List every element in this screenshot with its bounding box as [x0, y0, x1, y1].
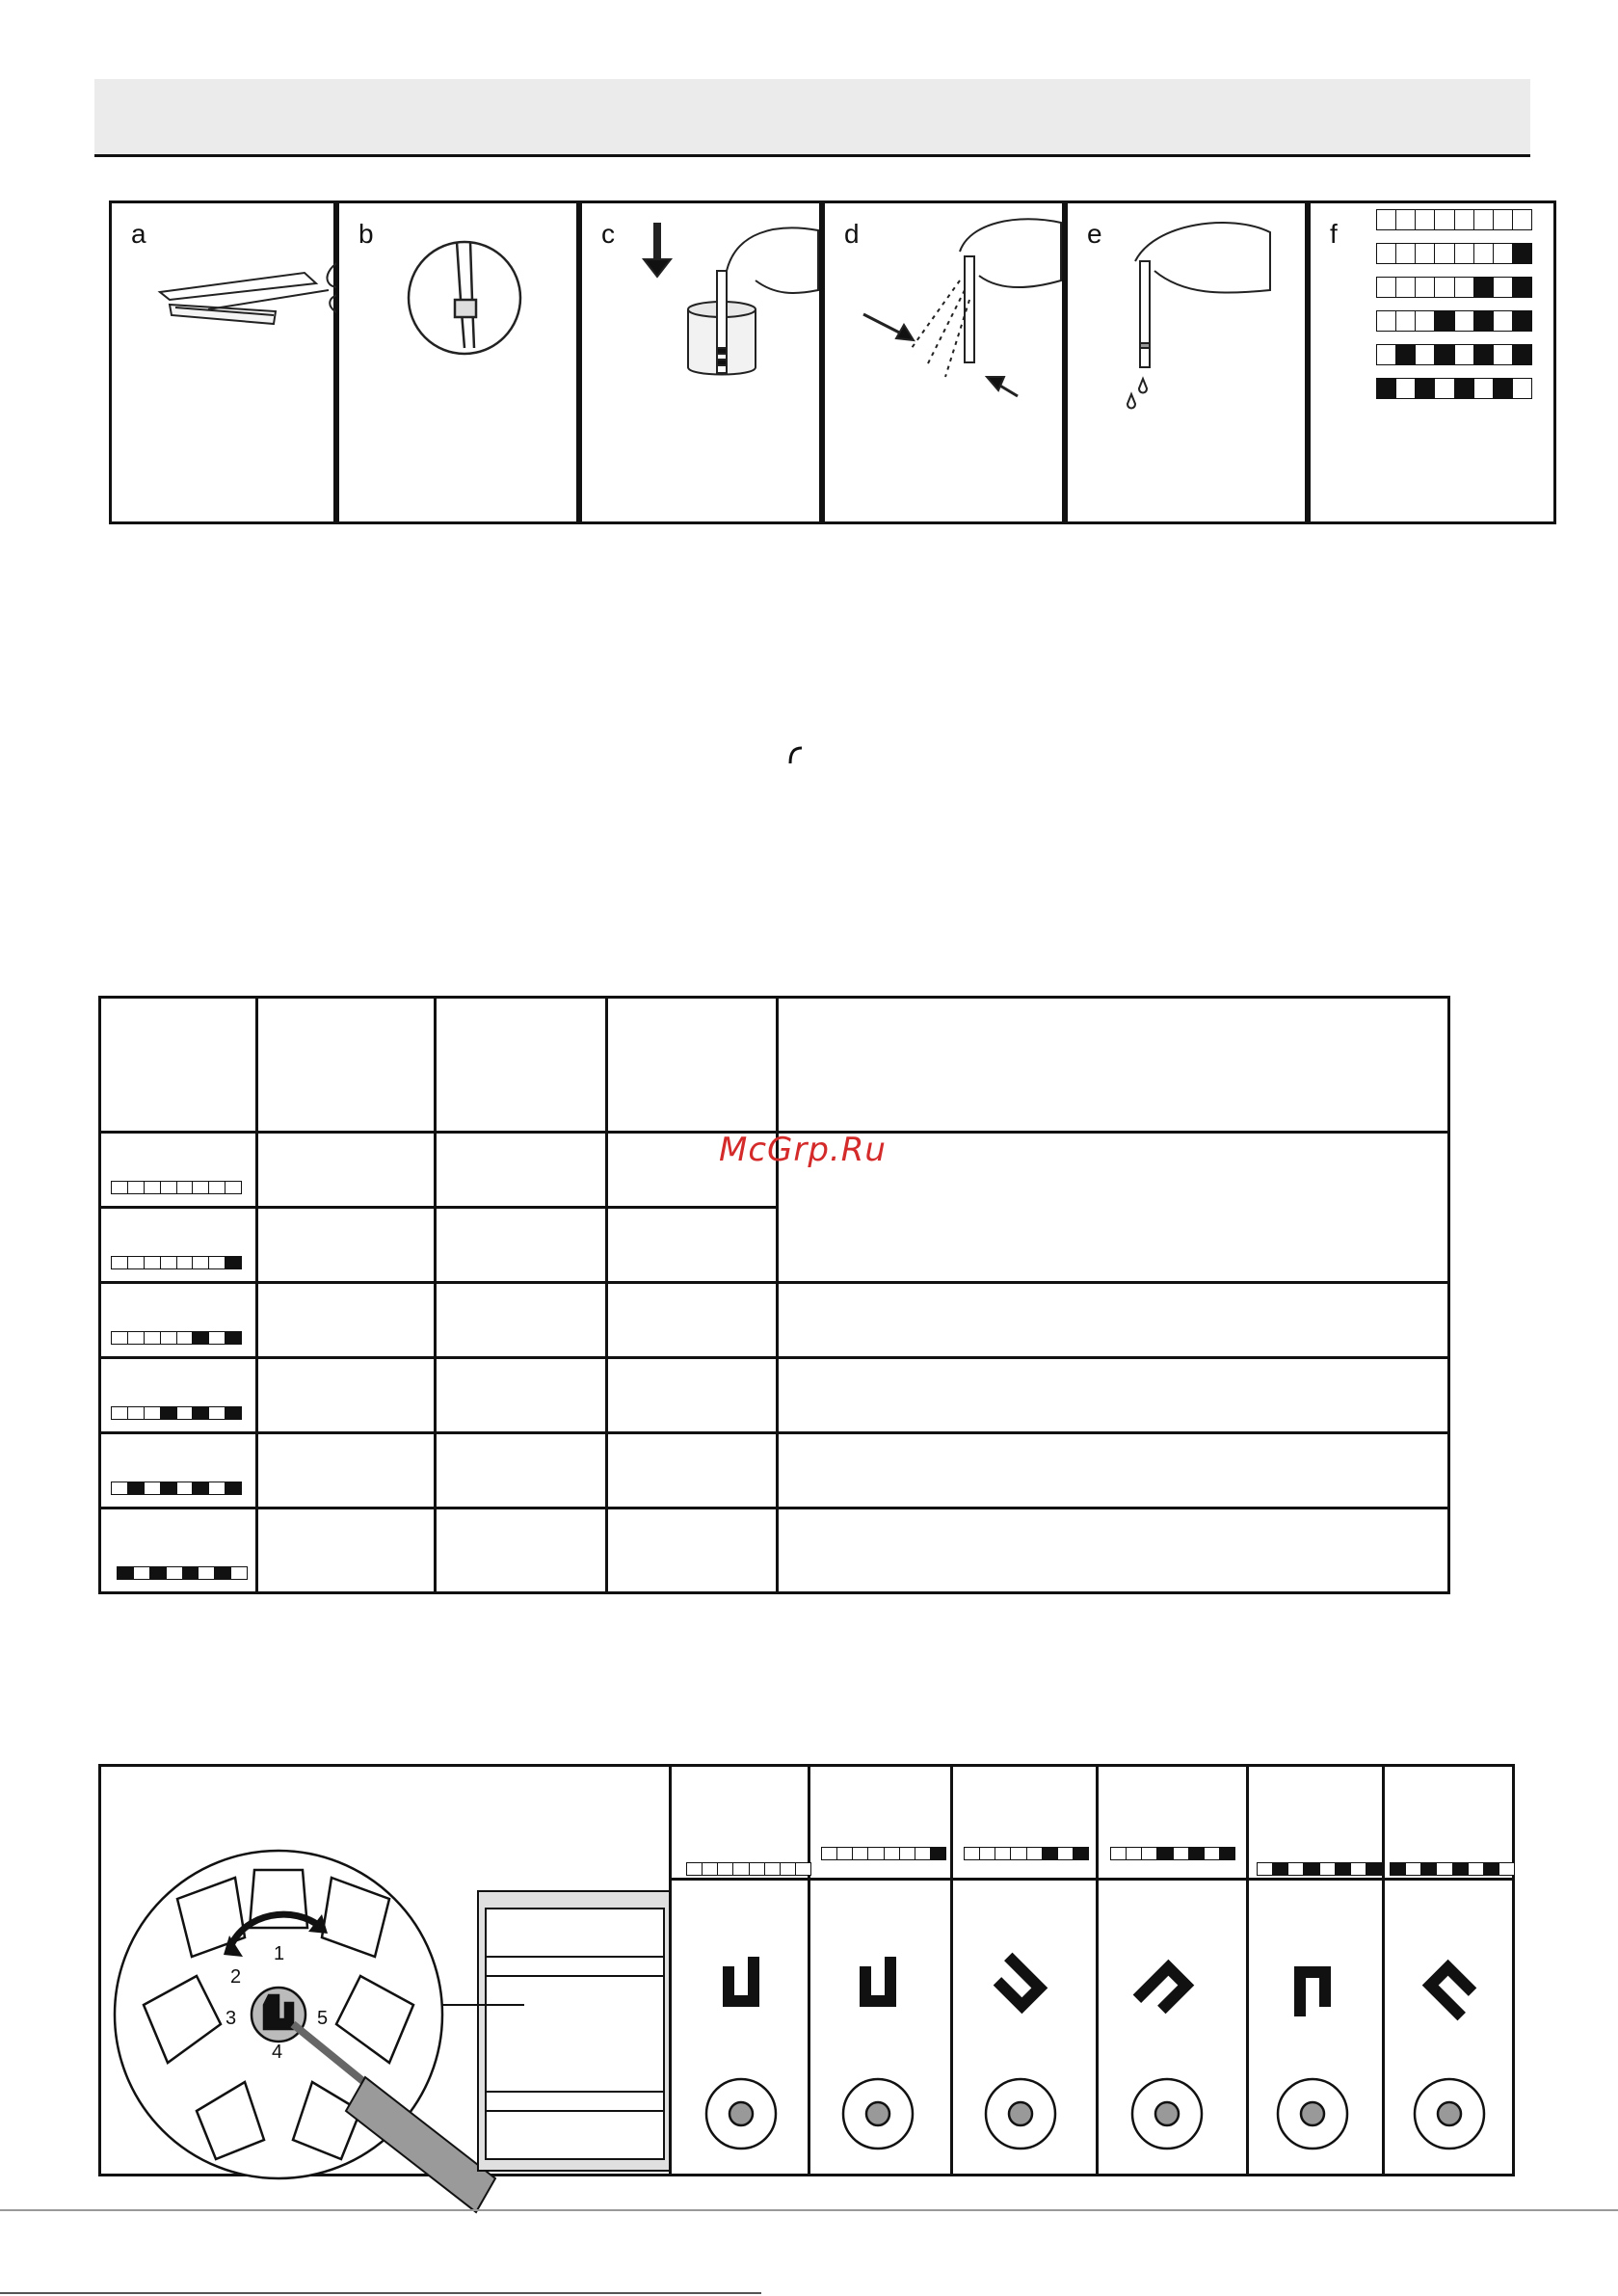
table-cell [257, 1433, 436, 1508]
scale-cell [1377, 379, 1396, 398]
scale-cell [980, 1848, 995, 1859]
scale-strip [111, 1181, 242, 1194]
scale-cell [177, 1257, 194, 1268]
scale-cell [1288, 1863, 1304, 1875]
scale-cell [1377, 244, 1396, 263]
table-cell [257, 1283, 436, 1358]
scale-cell [1416, 345, 1435, 364]
scale-strip [1376, 277, 1532, 298]
watermark: McGrp.Ru [719, 1131, 887, 1169]
scale-cell [1189, 1848, 1205, 1859]
scale-cell [161, 1407, 177, 1419]
scale-strip [117, 1566, 248, 1580]
scale-cell [112, 1182, 128, 1193]
scale-cell [1435, 244, 1454, 263]
scale-cell [1396, 278, 1416, 297]
table-header-cell [436, 998, 607, 1133]
scale-cell [1377, 345, 1396, 364]
scale-cell [1377, 210, 1396, 229]
scale-cell [1396, 210, 1416, 229]
table-cell [778, 1508, 1449, 1593]
scale-cell [225, 1332, 241, 1344]
scale-cell [225, 1182, 241, 1193]
table-header-row [100, 998, 1449, 1133]
scale-cell [1157, 1848, 1173, 1859]
scale-cell [1336, 1863, 1351, 1875]
scale-cell [1494, 210, 1513, 229]
dial-number: 4 [272, 2042, 283, 2063]
scale-cell [1469, 1863, 1484, 1875]
scale-cell [231, 1567, 247, 1579]
scale-cell [781, 1863, 796, 1875]
scale-cell [1455, 345, 1474, 364]
scale-cell [1494, 244, 1513, 263]
dial-number: 1 [274, 1943, 285, 1964]
dishwasher-icon [442, 1891, 669, 2171]
table-row [100, 1358, 1449, 1433]
scale-cell [1453, 1863, 1469, 1875]
table-row [100, 1283, 1449, 1358]
scale-cell [118, 1567, 134, 1579]
scale-cell [225, 1482, 241, 1494]
scale-cell [1320, 1863, 1336, 1875]
scale-cell [1513, 379, 1531, 398]
scale-cell [1494, 379, 1513, 398]
table-strip-cell [100, 1208, 257, 1283]
scale-cell [900, 1848, 915, 1859]
page-bottom-rule [0, 2209, 1618, 2211]
scale-cell [1220, 1848, 1234, 1859]
scale-cell [225, 1407, 241, 1419]
table-strip-cell [100, 1133, 257, 1208]
scale-cell [1513, 210, 1531, 229]
table-cell [436, 1133, 607, 1208]
scale-cell [1455, 311, 1474, 331]
scale-strip [1390, 1862, 1515, 1876]
scale-cell [112, 1257, 128, 1268]
scale-cell [161, 1182, 177, 1193]
scale-cell [1351, 1863, 1366, 1875]
table-header-cell [100, 998, 257, 1133]
scale-cell [837, 1848, 853, 1859]
scale-cell [1513, 244, 1531, 263]
scale-cell [1474, 210, 1494, 229]
scale-cell [177, 1407, 194, 1419]
scale-cell [868, 1848, 884, 1859]
table-row [100, 1508, 1449, 1593]
scale-cell [145, 1332, 161, 1344]
scale-cell [145, 1182, 161, 1193]
scale-strip [1376, 378, 1532, 399]
scale-cell [1435, 311, 1454, 331]
header-rule [94, 154, 1530, 157]
table-header-cell [257, 998, 436, 1133]
scale-strip [111, 1256, 242, 1269]
scale-cell [765, 1863, 781, 1875]
scale-cell [1258, 1863, 1273, 1875]
table-cell [607, 1283, 778, 1358]
scale-cell [1494, 278, 1513, 297]
scale-strip [1376, 344, 1532, 365]
scale-cell [1396, 311, 1416, 331]
step-panel-f [1308, 200, 1556, 524]
scale-cell [796, 1863, 810, 1875]
scale-cell [1027, 1848, 1043, 1859]
table-strip-cell [100, 1358, 257, 1433]
scale-cell [1455, 278, 1474, 297]
scale-cell [1474, 379, 1494, 398]
step-panel-e [1065, 200, 1308, 524]
scale-cell [1484, 1863, 1499, 1875]
scissors-cutting-strip-icon [112, 203, 339, 527]
scale-cell [1474, 244, 1494, 263]
scale-cell [193, 1182, 209, 1193]
scale-cell [1474, 345, 1494, 364]
dial-number: 5 [317, 2008, 329, 2029]
scale-cell [225, 1257, 241, 1268]
scale-cell [1513, 311, 1531, 331]
scale-strip [1376, 310, 1532, 332]
table-cell [257, 1508, 436, 1593]
scale-cell [215, 1567, 231, 1579]
scale-cell [1396, 244, 1416, 263]
scale-strip [111, 1482, 242, 1495]
table-cell [257, 1208, 436, 1283]
scale-strip [1376, 209, 1532, 230]
scale-cell [1435, 379, 1454, 398]
table-cell [436, 1358, 607, 1433]
scale-cell [1455, 244, 1474, 263]
scale-strip [1110, 1847, 1235, 1860]
scale-cell [1416, 379, 1435, 398]
scale-cell [161, 1257, 177, 1268]
scale-cell [931, 1848, 945, 1859]
scale-cell [1058, 1848, 1074, 1859]
wait-strip-icon [1068, 203, 1311, 527]
scale-cell [1142, 1848, 1157, 1859]
scale-cell [134, 1567, 150, 1579]
scale-cell [1111, 1848, 1127, 1859]
table-cell [607, 1433, 778, 1508]
shake-strip-icon [825, 203, 1068, 527]
table-strip-cell [100, 1283, 257, 1358]
scale-cell [199, 1567, 215, 1579]
scale-cell [145, 1482, 161, 1494]
scale-cell [1416, 210, 1435, 229]
scale-cell [193, 1407, 209, 1419]
scale-cell [128, 1407, 145, 1419]
step-letter: b [358, 219, 374, 249]
scale-cell [1011, 1848, 1026, 1859]
step-letter: a [131, 219, 146, 249]
scale-cell [209, 1182, 225, 1193]
scale-cell [885, 1848, 900, 1859]
scale-cell [145, 1257, 161, 1268]
scale-cell [1396, 379, 1416, 398]
scale-cell [209, 1407, 225, 1419]
scale-cell [145, 1407, 161, 1419]
scale-cell [1494, 311, 1513, 331]
dip-strip-in-water-icon [582, 203, 825, 527]
scale-cell [687, 1863, 703, 1875]
scale-cell [128, 1182, 145, 1193]
scale-cell [1435, 210, 1454, 229]
step-letter: e [1087, 219, 1102, 249]
dial-number: 2 [230, 1966, 242, 1988]
scale-cell [1043, 1848, 1058, 1859]
header-band [94, 79, 1530, 154]
scale-cell [1513, 345, 1531, 364]
scale-cell [167, 1567, 183, 1579]
scale-cell [965, 1848, 980, 1859]
scale-strip [686, 1862, 811, 1876]
scale-cell [128, 1332, 145, 1344]
scale-cell [822, 1848, 837, 1859]
scale-cell [161, 1482, 177, 1494]
scale-strip [1257, 1862, 1382, 1876]
scale-cell [1421, 1863, 1437, 1875]
table-cell [778, 1433, 1449, 1508]
scale-cell [750, 1863, 765, 1875]
scale-cell [1406, 1863, 1421, 1875]
step-letter: d [844, 219, 860, 249]
scale-cell [1494, 345, 1513, 364]
table-cell [607, 1358, 778, 1433]
table-cell [436, 1508, 607, 1593]
scale-cell [1435, 278, 1454, 297]
scale-cell [1437, 1863, 1452, 1875]
scale-cell [1416, 278, 1435, 297]
table-cell [257, 1133, 436, 1208]
table-cell [436, 1283, 607, 1358]
scale-cell [1074, 1848, 1088, 1859]
scale-cell [1474, 311, 1494, 331]
table-row [100, 1433, 1449, 1508]
scale-strip [111, 1331, 242, 1345]
scale-cell [853, 1848, 868, 1859]
scale-cell [112, 1332, 128, 1344]
scale-cell [209, 1257, 225, 1268]
colour-scale-icon [1376, 209, 1532, 399]
scale-cell [1366, 1863, 1381, 1875]
footer-rule [0, 2292, 761, 2294]
scale-cell [1377, 278, 1396, 297]
scale-cell [1416, 311, 1435, 331]
scale-cell [1304, 1863, 1319, 1875]
scale-cell [1499, 1863, 1514, 1875]
scale-cell [1377, 311, 1396, 331]
dial-illustration [100, 1822, 669, 2227]
table-cell [607, 1508, 778, 1593]
scale-cell [128, 1257, 145, 1268]
scale-cell [193, 1257, 209, 1268]
scale-cell [193, 1482, 209, 1494]
step-panel-b [336, 200, 579, 524]
scale-cell [733, 1863, 749, 1875]
scale-strip [111, 1406, 242, 1420]
scale-cell [150, 1567, 167, 1579]
scale-strip [1376, 243, 1532, 264]
scale-strip [821, 1847, 946, 1860]
scale-cell [1455, 210, 1474, 229]
table-strip-cell [100, 1433, 257, 1508]
hardness-table [98, 996, 1450, 1594]
scale-cell [209, 1482, 225, 1494]
scale-cell [128, 1482, 145, 1494]
scale-cell [193, 1332, 209, 1344]
scale-cell [1391, 1863, 1406, 1875]
scale-strip [964, 1847, 1089, 1860]
scale-cell [1174, 1848, 1189, 1859]
scale-cell [112, 1482, 128, 1494]
scale-cell [209, 1332, 225, 1344]
scale-cell [161, 1332, 177, 1344]
scale-cell [1396, 345, 1416, 364]
scale-cell [1205, 1848, 1220, 1859]
table-cell [778, 1358, 1449, 1433]
scale-cell [1474, 278, 1494, 297]
swirl-mark [786, 744, 806, 765]
step-panel-d [822, 200, 1065, 524]
scale-cell [1127, 1848, 1142, 1859]
scale-cell [995, 1848, 1011, 1859]
table-cell [257, 1358, 436, 1433]
scale-cell [1513, 278, 1531, 297]
table-cell [778, 1283, 1449, 1358]
table-cell [436, 1208, 607, 1283]
table-header-cell [778, 998, 1449, 1133]
scale-cell [1273, 1863, 1288, 1875]
scale-cell [1435, 345, 1454, 364]
scale-cell [703, 1863, 718, 1875]
scale-cell [915, 1848, 931, 1859]
table-cell [607, 1208, 778, 1283]
dial-positions [672, 1881, 1515, 2174]
scale-cell [177, 1482, 194, 1494]
table-cell [436, 1433, 607, 1508]
step-panel-c [579, 200, 822, 524]
scale-cell [718, 1863, 733, 1875]
scale-cell [1416, 244, 1435, 263]
scale-cell [112, 1407, 128, 1419]
scale-cell [177, 1332, 194, 1344]
step-letter: c [601, 219, 615, 249]
scale-cell [1455, 379, 1474, 398]
step-panel-a [109, 200, 336, 524]
dial-number: 3 [225, 2008, 237, 2029]
step-letter: f [1330, 219, 1338, 249]
scale-cell [177, 1182, 194, 1193]
table-header-cell [607, 998, 778, 1133]
table-strip-cell [100, 1508, 257, 1593]
tap-water-icon [339, 203, 582, 527]
scale-cell [183, 1567, 199, 1579]
